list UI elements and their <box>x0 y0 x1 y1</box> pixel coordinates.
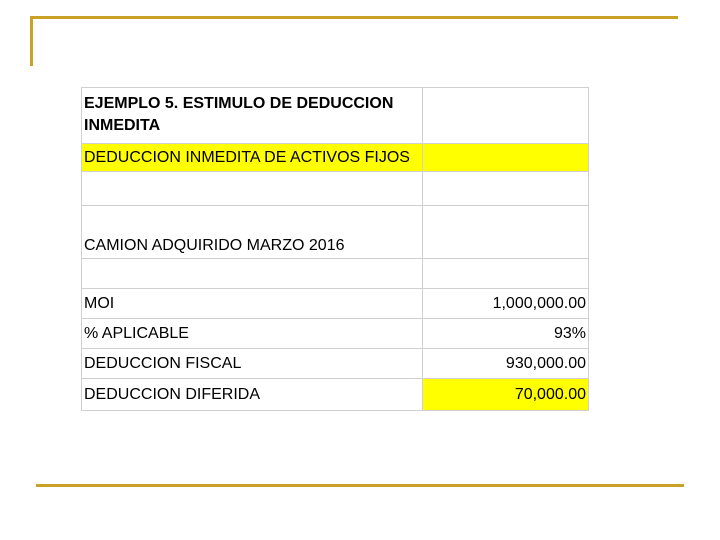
empty-cell <box>423 144 589 172</box>
empty-cell <box>423 88 589 144</box>
row-value-highlighted: 70,000.00 <box>423 379 589 410</box>
spacer-row <box>81 258 589 289</box>
row-label: DEDUCCION FISCAL <box>82 349 423 379</box>
row-value: 1,000,000.00 <box>423 289 589 319</box>
empty-cell <box>423 206 589 259</box>
row-value: 93% <box>423 319 589 349</box>
spreadsheet-table <box>81 87 588 409</box>
empty-cell <box>423 259 589 289</box>
table-row <box>81 288 589 319</box>
title-row <box>81 87 589 144</box>
asset-row <box>81 205 589 259</box>
asset-label: CAMION ADQUIRIDO MARZO 2016 <box>82 206 423 259</box>
table-row <box>81 318 589 349</box>
empty-cell <box>423 172 589 206</box>
row-label: % APLICABLE <box>82 319 423 349</box>
table-row <box>81 378 589 411</box>
spacer-row <box>81 171 589 206</box>
row-value: 930,000.00 <box>423 349 589 379</box>
empty-cell <box>82 172 423 206</box>
table-row <box>81 348 589 379</box>
decorative-left-rule <box>30 16 33 66</box>
table-subtitle: DEDUCCION INMEDITA DE ACTIVOS FIJOS <box>82 144 423 172</box>
decorative-bottom-rule <box>36 484 684 487</box>
subtitle-row <box>81 143 589 172</box>
row-label: MOI <box>82 289 423 319</box>
decorative-top-rule <box>30 16 678 19</box>
empty-cell <box>82 259 423 289</box>
table-title: EJEMPLO 5. ESTIMULO DE DEDUCCION INMEDITA <box>82 88 423 144</box>
row-label: DEDUCCION DIFERIDA <box>82 379 423 410</box>
